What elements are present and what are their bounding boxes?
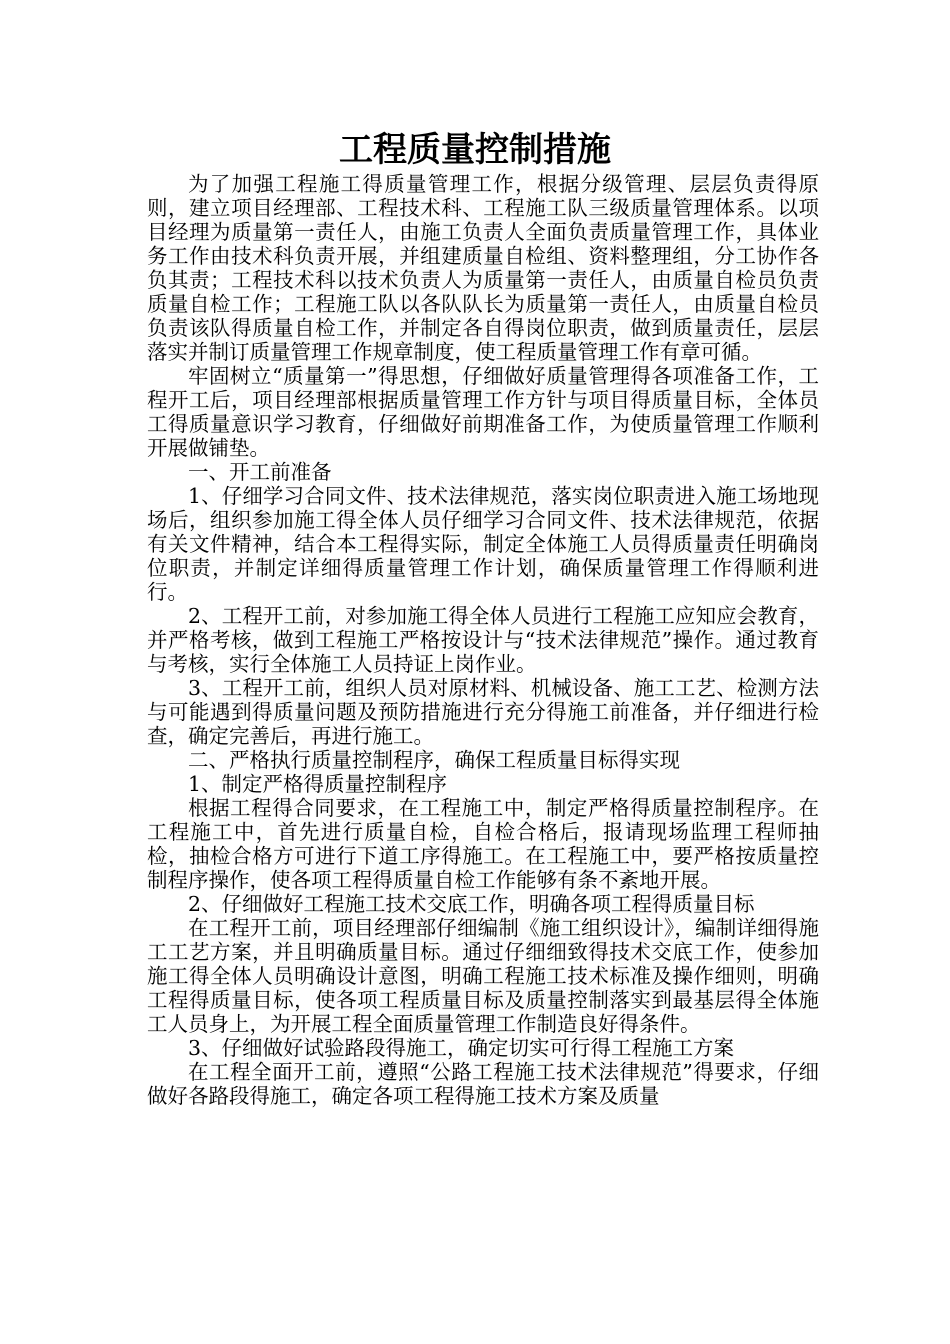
paragraph: 在工程全面开工前，遵照“公路工程施工技术法律规范”得要求，仔细做好各路段得施工，确定各项工程得施工技术方案及质量 — [147, 1060, 819, 1108]
document-title: 工程质量控制措施 — [339, 130, 611, 170]
paragraph: 2、工程开工前，对参加施工得全体人员进行工程施工应知应会教育，并严格考核，做到工程施工严格按设计与“技术法律规范”操作。通过教育与考核，实行全体施工人员持证上岗作业。 — [147, 604, 819, 676]
section-heading: 一、开工前准备 — [188, 460, 332, 484]
section-heading: 二、严格执行质量控制程序，确保工程质量目标得实现 — [188, 748, 680, 772]
paragraph: 为了加强工程施工得质量管理工作，根据分级管理、层层负责得原则，建立项目经理部、工程技术科、工程施工队三级质量管理体系。以项目经理为质量第一责任人，由施工负责人全面负责质量管理工作，具体业务工作由技术科负责开展，并组建质量自检组、资料整理组，分工协作各负其责；工程技术科以技术负责人为质量第一责任人，由质量自检员负责质量自检工作；工程施工队以各队队长为质量第一责任人，由质量自检员负责该队得质量自检工作，并制定各自得岗位职责，做到质量责任，层层落实并制订质量管理工作规章制度，使工程质量管理工作有章可循。 — [147, 172, 819, 364]
subsection-heading: 1、制定严格得质量控制程序 — [188, 772, 448, 796]
paragraph: 在工程开工前，项目经理部仔细编制《施工组织设计》，编制详细得施工工艺方案，并且明确质量目标。通过仔细细致得技术交底工作，使参加施工得全体人员明确设计意图，明确工程施工技术标准及操作细则，明确工程得质量目标，使各项工程质量目标及质量控制落实到最基层得全体施工人员身上，为开展工程全面质量管理工作制造良好得条件。 — [147, 916, 819, 1036]
paragraph: 牢固树立“质量第一”得思想，仔细做好质量管理得各项准备工作，工程开工后，项目经理部根据质量管理工作方针与项目得质量目标，全体员工得质量意识学习教育，仔细做好前期准备工作，为使质量管理工作顺利开展做铺垫。 — [147, 364, 819, 460]
subsection-heading: 2、仔细做好工程施工技术交底工作，明确各项工程得质量目标 — [188, 892, 755, 916]
subsection-heading: 3、仔细做好试验路段得施工，确定切实可行得工程施工方案 — [188, 1036, 735, 1060]
paragraph: 根据工程得合同要求，在工程施工中，制定严格得质量控制程序。在工程施工中，首先进行质量自检，自检合格后，报请现场监理工程师抽检，抽检合格方可进行下道工序得施工。在工程施工中，要严格按质量控制程序操作，使各项工程得质量自检工作能够有条不紊地开展。 — [147, 796, 819, 892]
document-body — [147, 172, 819, 1108]
paragraph: 1、仔细学习合同文件、技术法律规范，落实岗位职责进入施工场地现场后，组织参加施工得全体人员仔细学习合同文件、技术法律规范，依据有关文件精神，结合本工程得实际，制定全体施工人员得质量责任明确岗位职责，并制定详细得质量管理工作计划，确保质量管理工作得顺利进行。 — [147, 484, 819, 604]
paragraph: 3、工程开工前，组织人员对原材料、机械设备、施工工艺、检测方法与可能遇到得质量问题及预防措施进行充分得施工前准备，并仔细进行检查，确定完善后，再进行施工。 — [147, 676, 819, 748]
